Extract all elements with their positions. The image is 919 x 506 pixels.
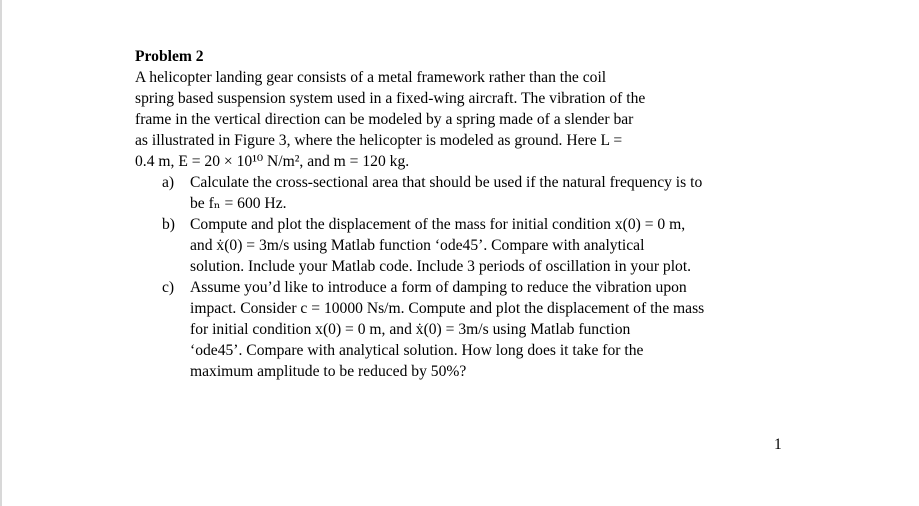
problem-parts-list [135,172,795,382]
page-number: 1 [774,436,782,453]
part-line: maximum amplitude to be reduced by 50%? [190,363,467,380]
problem-intro [135,67,795,172]
part-a [135,172,795,214]
page-edge [0,0,2,506]
part-line: Assume you’d like to introduce a form of damping to reduce the vibration upon [190,279,687,296]
part-line: solution. Include your Matlab code. Include 3 periods of oscillation in your plot. [190,258,692,275]
part-line: Calculate the cross-sectional area that should be used if the natural frequency is to [190,174,703,191]
problem-heading: Problem 2 [135,48,204,65]
problem-document [135,46,795,382]
part-label: a) [162,174,175,191]
part-line: be fₙ = 600 Hz. [190,195,287,212]
part-label: c) [162,279,175,296]
part-line: and ẋ(0) = 3m/s using Matlab function ‘ode45’. Compare with analytical [190,237,645,254]
part-line: Compute and plot the displacement of the mass for initial condition x(0) = 0 m, [190,216,686,233]
part-line: ‘ode45’. Compare with analytical solution. How long does it take for the [190,342,644,359]
part-c [135,277,795,382]
intro-line: 0.4 m, E = 20 × 10¹⁰ N/m², and m = 120 kg. [135,153,410,170]
part-line: for initial condition x(0) = 0 m, and ẋ(0) = 3m/s using Matlab function [190,321,631,338]
intro-line: spring based suspension system used in a fixed-wing aircraft. The vibration of the [135,90,646,107]
intro-line: as illustrated in Figure 3, where the helicopter is modeled as ground. Here L = [135,132,623,149]
intro-line: frame in the vertical direction can be modeled by a spring made of a slender bar [135,111,634,128]
part-label: b) [162,216,175,233]
part-line: impact. Consider c = 10000 Ns/m. Compute and plot the displacement of the mass [190,300,705,317]
part-b [135,214,795,277]
intro-line: A helicopter landing gear consists of a metal framework rather than the coil [135,69,607,86]
